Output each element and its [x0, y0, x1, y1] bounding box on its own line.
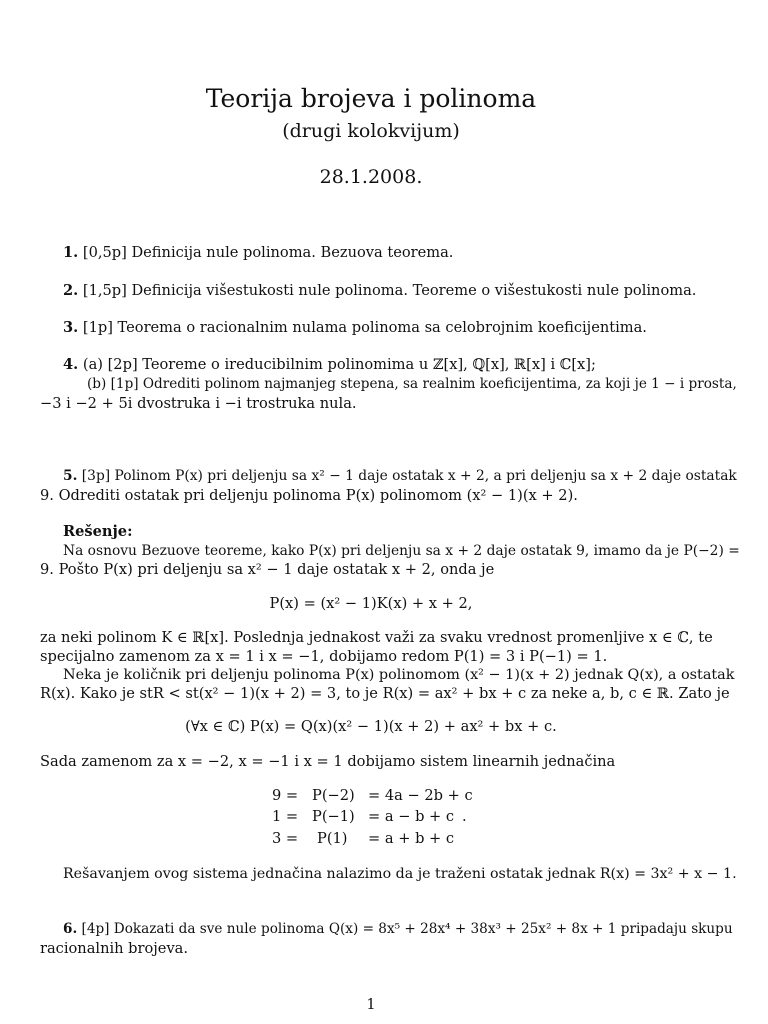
solution-line-2: 9. Pošto P(x) pri deljenju sa x² − 1 daje ostatak x + 2, onda je — [40, 561, 495, 578]
system-row-3-rhs: = a + b + c — [368, 830, 455, 847]
problem-5-text: [3p] Polinom P(x) pri deljenju sa x² − 1 daje ostatak x + 2, a pri deljenju sa x + 2 daje ostatak — [81, 468, 737, 484]
problem-2 — [63, 281, 696, 301]
solution-equation-1: P(x) = (x² − 1)K(x) + x + 2, — [269, 595, 473, 612]
solution-line-3: za neki polinom K ∈ ℝ[x]. Poslednja jednakost važi za svaku vrednost promenljive x ∈ ℂ, te — [40, 629, 713, 646]
solution-line-1: Na osnovu Bezuove teoreme, kako P(x) pri deljenju sa x + 2 daje ostatak 9, imamo da je P(−2) = — [63, 543, 740, 559]
problem-3-number: 3. — [63, 319, 79, 336]
problem-5-line-1 — [63, 466, 737, 486]
problem-1 — [63, 243, 453, 263]
problem-4-number: 4. — [63, 356, 79, 373]
document-subtitle: (drugi kolokvijum) — [282, 120, 460, 142]
solution-heading: Rešenje: — [63, 523, 133, 540]
document-title: Teorija brojeva i polinoma — [205, 84, 537, 113]
problem-3 — [63, 318, 647, 338]
problem-3-text: [1p] Teorema o racionalnim nulama polinoma sa celobrojnim koeficijentima. — [82, 319, 647, 336]
document-date: 28.1.2008. — [319, 166, 423, 188]
problem-4-part-b-continued: −3 i −2 + 5i dvostruka i −i trostruka nula. — [40, 395, 357, 412]
problem-6-line-2: racionalnih brojeva. — [40, 940, 189, 957]
problem-4-part-b: (b) [1p] Odrediti polinom najmanjeg stepena, sa realnim koeficijentima, za koji je 1 − i prosta, — [87, 376, 737, 392]
page-number: 1 — [366, 996, 376, 1013]
solution-equation-2: (∀x ∈ ℂ) P(x) = Q(x)(x² − 1)(x + 2) + ax² + bx + c. — [185, 718, 557, 735]
problem-2-number: 2. — [63, 282, 79, 299]
problem-2-text: [1,5p] Definicija višestukosti nule polinoma. Teoreme o višestukosti nule polinoma. — [82, 282, 697, 299]
system-row-1-rhs: = 4a − 2b + c — [368, 787, 473, 804]
system-row-2-lhs: 1 = — [272, 808, 299, 825]
system-row-2-rhs: = a − b + c — [368, 808, 455, 825]
solution-line-7: Sada zamenom za x = −2, x = −1 i x = 1 dobijamo sistem linearnih jednačina — [40, 753, 616, 770]
solution-conclusion: Rešavanjem ovog sistema jednačina nalazimo da je traženi ostatak jednak R(x) = 3x² + x − 1. — [63, 866, 737, 882]
problem-5-number: 5. — [63, 468, 78, 484]
system-row-1-lhs: 9 = — [272, 787, 299, 804]
problem-4-line-1 — [63, 355, 596, 375]
problem-5-line-2: 9. Odrediti ostatak pri deljenju polinoma P(x) polinomom (x² − 1)(x + 2). — [40, 487, 578, 504]
solution-line-4: specijalno zamenom za x = 1 i x = −1, dobijamo redom P(1) = 3 i P(−1) = 1. — [40, 648, 608, 665]
problem-6-line-1 — [63, 919, 733, 939]
system-row-3-lhs: 3 = — [272, 830, 299, 847]
problem-1-number: 1. — [63, 244, 79, 261]
system-row-2-mid: P(−1) — [312, 808, 355, 825]
system-trailing-dot: . — [462, 808, 467, 825]
problem-6-text: [4p] Dokazati da sve nule polinoma Q(x) = 8x⁵ + 28x⁴ + 38x³ + 25x² + 8x + 1 pripadaju skupu — [81, 921, 733, 937]
system-row-3-mid: P(1) — [317, 830, 348, 847]
problem-1-text: [0,5p] Definicija nule polinoma. Bezuova teorema. — [82, 244, 454, 261]
solution-line-6: R(x). Kako je stR < st(x² − 1)(x + 2) = 3, to je R(x) = ax² + bx + c za neke a, b, c ∈ ℝ. Zato je — [40, 685, 730, 702]
problem-4-part-a: (a) [2p] Teoreme o ireducibilnim polinomima u ℤ[x], ℚ[x], ℝ[x] i ℂ[x]; — [82, 356, 596, 373]
solution-line-5: Neka je količnik pri deljenju polinoma P(x) polinomom (x² − 1)(x + 2) jednak Q(x), a ostatak — [63, 667, 735, 683]
problem-6-number: 6. — [63, 921, 78, 937]
system-row-1-mid: P(−2) — [312, 787, 355, 804]
